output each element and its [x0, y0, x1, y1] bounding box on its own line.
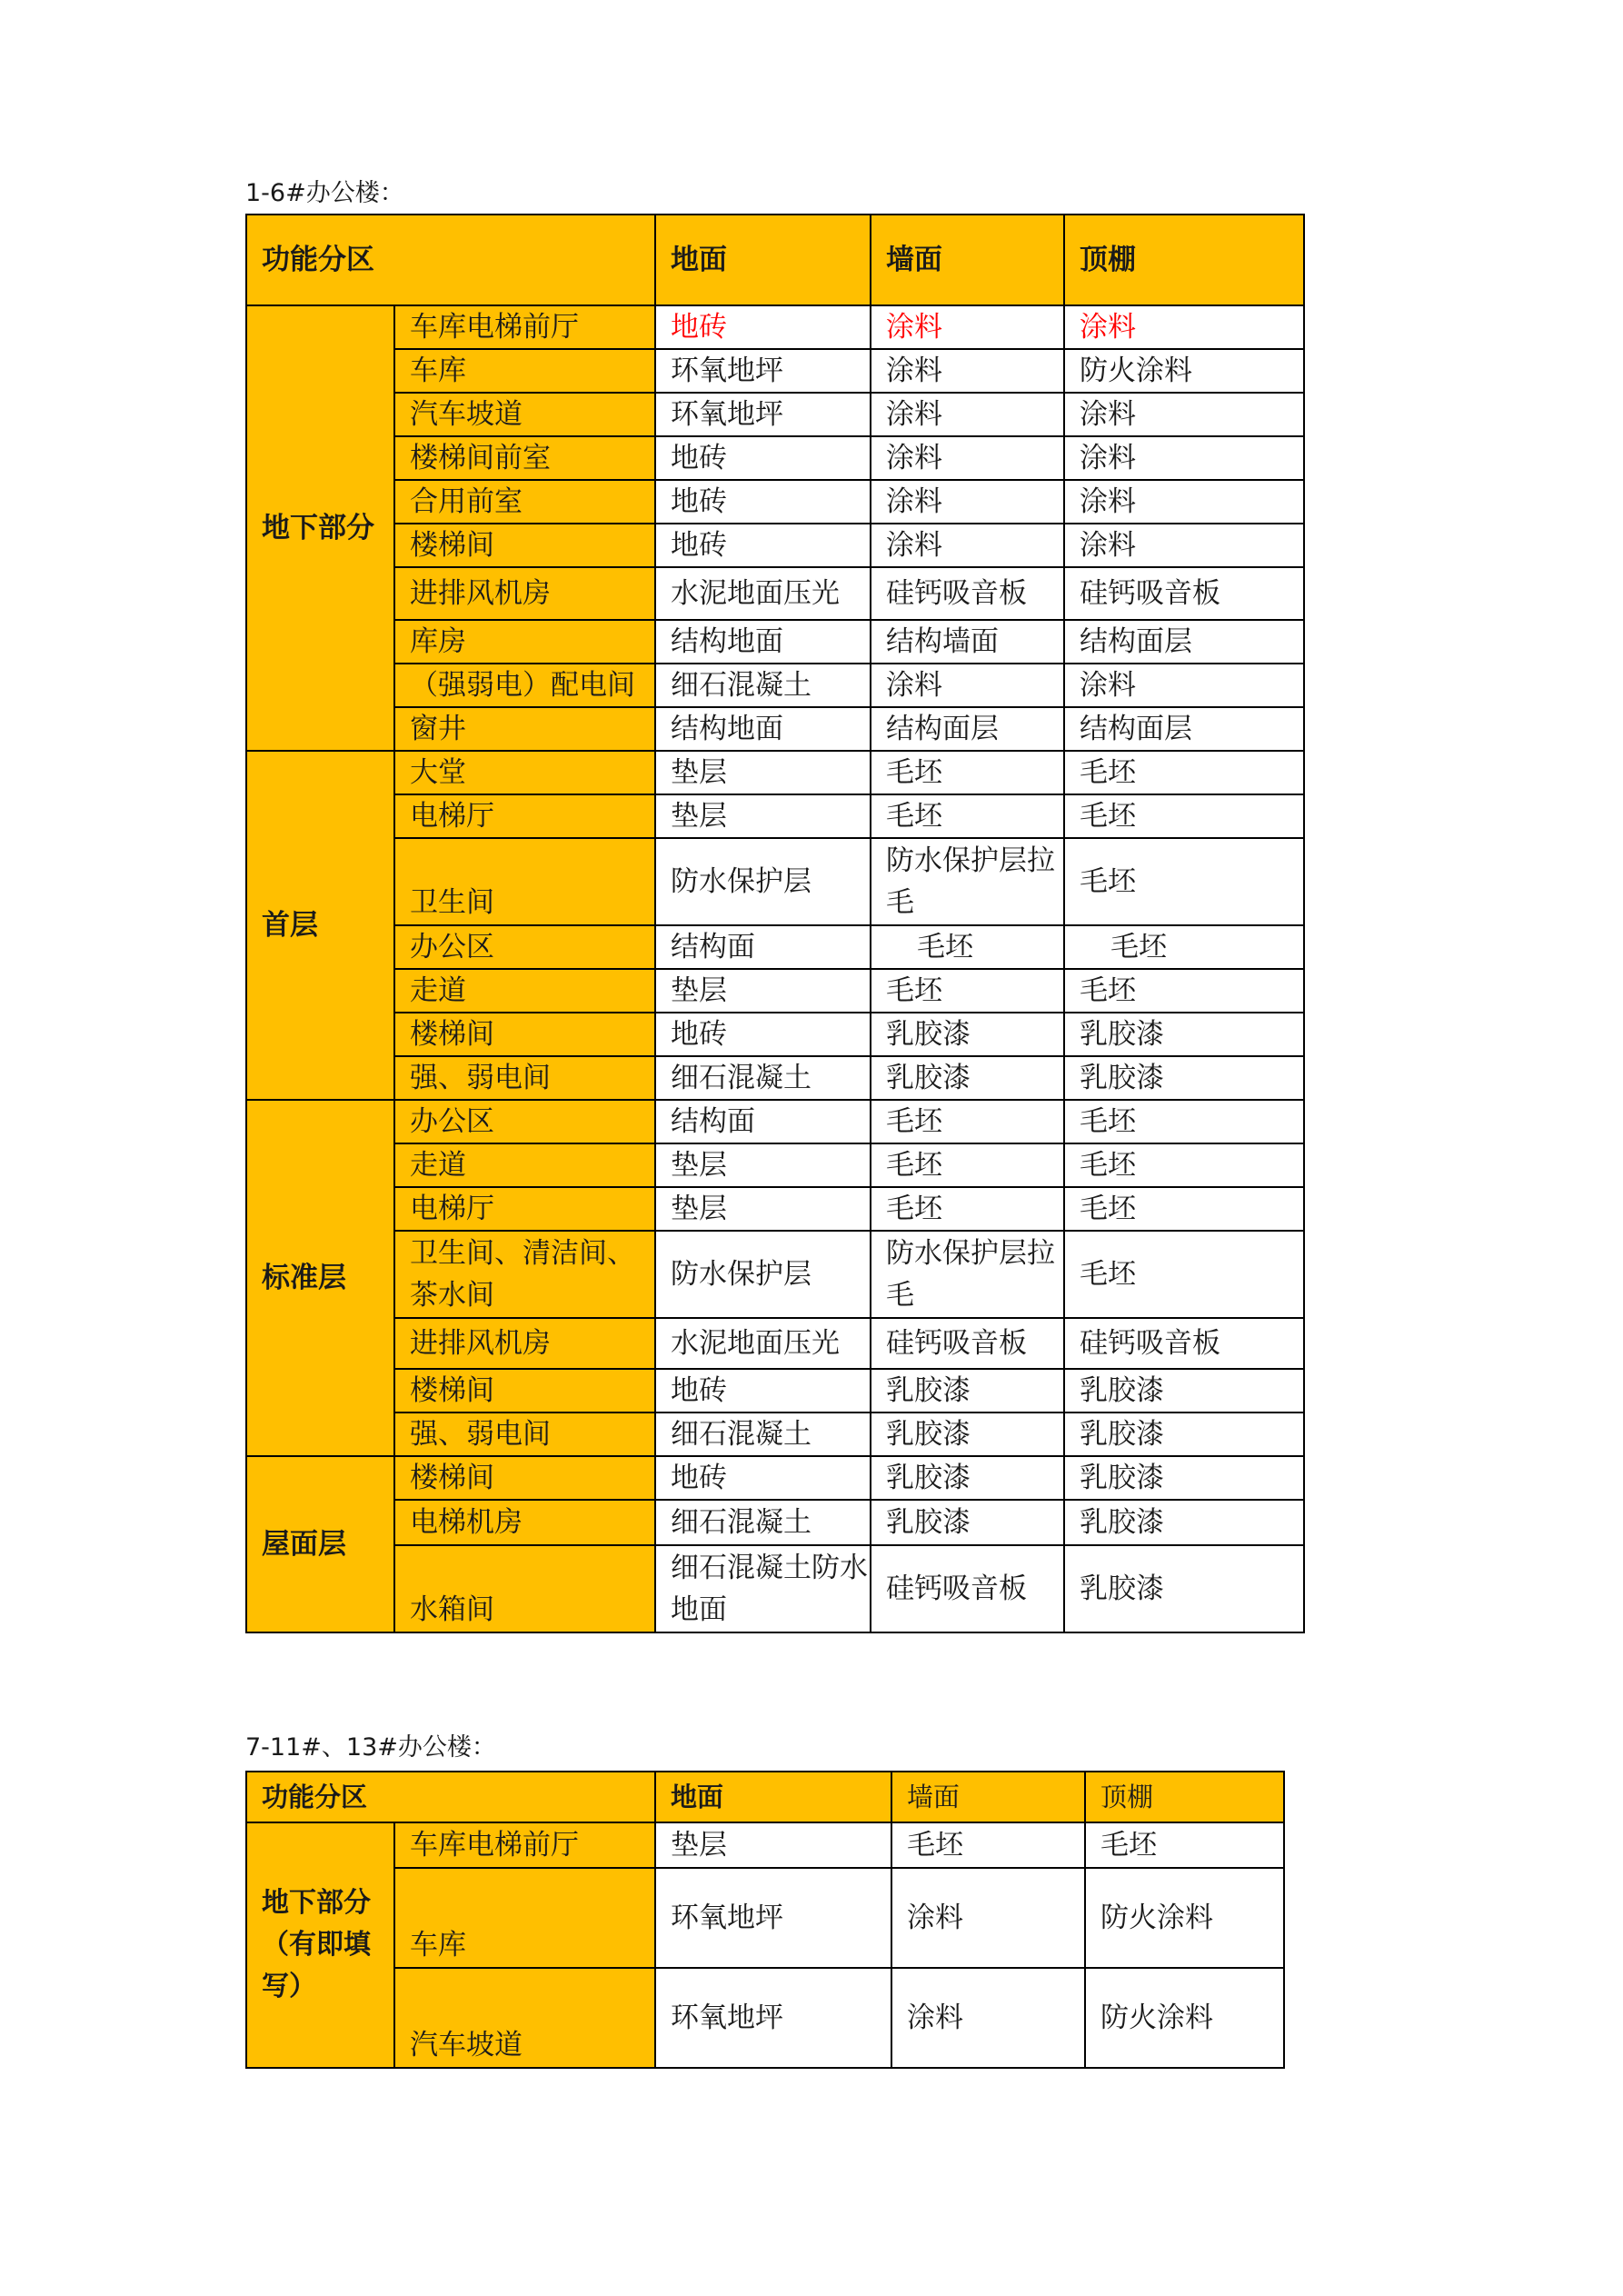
floor-cell: 防水保护层 — [655, 838, 871, 925]
zone-cell: 办公区 — [394, 1100, 655, 1143]
ceiling-cell: 涂料 — [1064, 305, 1304, 349]
section1-caption: 1-6#办公楼： — [245, 179, 404, 207]
floor-cell: 细石混凝土 — [655, 1056, 871, 1100]
header-floor: 地面 — [655, 215, 871, 305]
ceiling-cell: 乳胶漆 — [1064, 1456, 1304, 1500]
floor-cell: 地砖 — [655, 1369, 871, 1413]
ceiling-cell: 乳胶漆 — [1064, 1056, 1304, 1100]
header-wall: 墙面 — [891, 1772, 1085, 1822]
table-row — [246, 925, 1304, 969]
wall-cell: 涂料 — [871, 393, 1064, 436]
table-row — [246, 751, 1304, 794]
zone-cell: 楼梯间 — [394, 1013, 655, 1056]
zone-cell: 强、弱电间 — [394, 1056, 655, 1100]
wall-cell: 毛坯 — [871, 751, 1064, 794]
wall-cell: 涂料 — [871, 436, 1064, 480]
zone-cell: 电梯厅 — [394, 794, 655, 838]
ceiling-cell: 硅钙吸音板 — [1064, 1318, 1304, 1369]
floor-cell: 垫层 — [655, 751, 871, 794]
wall-cell: 涂料 — [871, 305, 1064, 349]
zone-cell: 进排风机房 — [394, 1318, 655, 1369]
floor-cell: 水泥地面压光 — [655, 1318, 871, 1369]
ceiling-cell: 毛坯 — [1064, 838, 1304, 925]
floor-cell: 环氧地坪 — [655, 1968, 891, 2068]
table-row — [246, 1100, 1304, 1143]
floor-cell: 细石混凝土防水地面 — [655, 1545, 871, 1632]
floor-cell: 地砖 — [655, 436, 871, 480]
zone-cell: 楼梯间 — [394, 1456, 655, 1500]
table-row — [246, 969, 1304, 1013]
zone-cell: 电梯机房 — [394, 1500, 655, 1545]
table-row — [246, 1413, 1304, 1456]
zone-cell: 车库 — [394, 349, 655, 393]
header-wall: 墙面 — [871, 215, 1064, 305]
ceiling-cell: 涂料 — [1064, 664, 1304, 707]
ceiling-cell: 涂料 — [1064, 524, 1304, 567]
zone-cell: 车库电梯前厅 — [394, 1822, 655, 1868]
table-row — [246, 1456, 1304, 1500]
floor-cell: 地砖 — [655, 1456, 871, 1500]
floor-cell: 水泥地面压光 — [655, 567, 871, 620]
table-row — [246, 838, 1304, 925]
table-row — [246, 707, 1304, 751]
zone-cell: 车库 — [394, 1868, 655, 1968]
wall-cell: 乳胶漆 — [871, 1056, 1064, 1100]
group-label: 首层 — [246, 751, 394, 1100]
floor-cell: 细石混凝土 — [655, 664, 871, 707]
table-row — [246, 1013, 1304, 1056]
wall-cell: 乳胶漆 — [871, 1369, 1064, 1413]
wall-cell: 乳胶漆 — [871, 1500, 1064, 1545]
ceiling-cell: 毛坯 — [1064, 751, 1304, 794]
wall-cell: 涂料 — [891, 1868, 1085, 1968]
ceiling-cell: 毛坯 — [1064, 1143, 1304, 1187]
wall-cell: 毛坯 — [871, 1187, 1064, 1231]
wall-cell: 防水保护层拉毛 — [871, 1231, 1064, 1318]
wall-cell: 毛坯 — [871, 794, 1064, 838]
ceiling-cell: 毛坯 — [1064, 1100, 1304, 1143]
wall-cell: 涂料 — [871, 664, 1064, 707]
zone-cell: 水箱间 — [394, 1545, 655, 1632]
header-ceiling: 顶棚 — [1064, 215, 1304, 305]
wall-cell: 结构面层 — [871, 707, 1064, 751]
wall-cell: 涂料 — [891, 1968, 1085, 2068]
table-row — [246, 794, 1304, 838]
ceiling-cell: 结构面层 — [1064, 707, 1304, 751]
wall-cell: 涂料 — [871, 480, 1064, 524]
group-label: 地下部分（有即填写） — [246, 1822, 394, 2068]
ceiling-cell: 防火涂料 — [1085, 1868, 1284, 1968]
table-row — [246, 1231, 1304, 1318]
ceiling-cell: 毛坯 — [1064, 925, 1304, 969]
wall-cell: 毛坯 — [871, 1100, 1064, 1143]
wall-cell: 毛坯 — [871, 925, 1064, 969]
table-row — [246, 1868, 1284, 1968]
floor-cell: 垫层 — [655, 1187, 871, 1231]
ceiling-cell: 乳胶漆 — [1064, 1369, 1304, 1413]
floor-cell: 地砖 — [655, 480, 871, 524]
ceiling-cell: 毛坯 — [1064, 969, 1304, 1013]
ceiling-cell: 毛坯 — [1064, 1231, 1304, 1318]
table-header-row — [246, 215, 1304, 305]
wall-cell: 涂料 — [871, 349, 1064, 393]
wall-cell: 毛坯 — [891, 1822, 1085, 1868]
ceiling-cell: 防火涂料 — [1085, 1968, 1284, 2068]
zone-cell: 卫生间、清洁间、茶水间 — [394, 1231, 655, 1318]
floor-cell: 环氧地坪 — [655, 393, 871, 436]
floor-cell: 垫层 — [655, 969, 871, 1013]
table-row — [246, 1187, 1304, 1231]
zone-cell: 楼梯间 — [394, 1369, 655, 1413]
table-row — [246, 567, 1304, 620]
header-zone: 功能分区 — [246, 1772, 655, 1822]
floor-cell: 环氧地坪 — [655, 1868, 891, 1968]
wall-cell: 毛坯 — [871, 1143, 1064, 1187]
wall-cell: 乳胶漆 — [871, 1456, 1064, 1500]
ceiling-cell: 防火涂料 — [1064, 349, 1304, 393]
zone-cell: 库房 — [394, 620, 655, 664]
wall-cell: 乳胶漆 — [871, 1413, 1064, 1456]
floor-cell: 垫层 — [655, 1143, 871, 1187]
wall-cell: 防水保护层拉毛 — [871, 838, 1064, 925]
table-row — [246, 1968, 1284, 2068]
zone-cell: 汽车坡道 — [394, 393, 655, 436]
zone-cell: 车库电梯前厅 — [394, 305, 655, 349]
wall-cell: 硅钙吸音板 — [871, 1318, 1064, 1369]
floor-cell: 环氧地坪 — [655, 349, 871, 393]
wall-cell: 硅钙吸音板 — [871, 1545, 1064, 1632]
header-zone: 功能分区 — [246, 215, 655, 305]
table-row — [246, 436, 1304, 480]
floor-cell: 结构地面 — [655, 620, 871, 664]
floor-cell: 结构地面 — [655, 707, 871, 751]
table-row — [246, 480, 1304, 524]
ceiling-cell: 涂料 — [1064, 393, 1304, 436]
table-row — [246, 305, 1304, 349]
zone-cell: 楼梯间前室 — [394, 436, 655, 480]
zone-cell: （强弱电）配电间 — [394, 664, 655, 707]
finish-table-7-13 — [245, 1771, 1285, 2069]
group-label: 屋面层 — [246, 1456, 394, 1632]
zone-cell: 强、弱电间 — [394, 1413, 655, 1456]
zone-cell: 窗井 — [394, 707, 655, 751]
wall-cell: 硅钙吸音板 — [871, 567, 1064, 620]
ceiling-cell: 乳胶漆 — [1064, 1500, 1304, 1545]
floor-cell: 垫层 — [655, 1822, 891, 1868]
ceiling-cell: 乳胶漆 — [1064, 1013, 1304, 1056]
section2-caption: 7-11#、13#办公楼： — [245, 1733, 496, 1762]
floor-cell: 防水保护层 — [655, 1231, 871, 1318]
table-row — [246, 1545, 1304, 1632]
floor-cell: 细石混凝土 — [655, 1413, 871, 1456]
floor-cell: 结构面 — [655, 1100, 871, 1143]
zone-cell: 电梯厅 — [394, 1187, 655, 1231]
ceiling-cell: 毛坯 — [1064, 794, 1304, 838]
ceiling-cell: 乳胶漆 — [1064, 1413, 1304, 1456]
table-row — [246, 1500, 1304, 1545]
ceiling-cell: 毛坯 — [1085, 1822, 1284, 1868]
zone-cell: 走道 — [394, 969, 655, 1013]
floor-cell: 地砖 — [655, 1013, 871, 1056]
floor-cell: 结构面 — [655, 925, 871, 969]
zone-cell: 进排风机房 — [394, 567, 655, 620]
table-row — [246, 1056, 1304, 1100]
table-row — [246, 1369, 1304, 1413]
zone-cell: 大堂 — [394, 751, 655, 794]
zone-cell: 卫生间 — [394, 838, 655, 925]
zone-cell: 办公区 — [394, 925, 655, 969]
ceiling-cell: 涂料 — [1064, 480, 1304, 524]
zone-cell: 汽车坡道 — [394, 1968, 655, 2068]
table-row — [246, 1822, 1284, 1868]
table-row — [246, 393, 1304, 436]
ceiling-cell: 毛坯 — [1064, 1187, 1304, 1231]
ceiling-cell: 涂料 — [1064, 436, 1304, 480]
wall-cell: 毛坯 — [871, 969, 1064, 1013]
floor-cell: 细石混凝土 — [655, 1500, 871, 1545]
zone-cell: 楼梯间 — [394, 524, 655, 567]
ceiling-cell: 结构面层 — [1064, 620, 1304, 664]
ceiling-cell: 硅钙吸音板 — [1064, 567, 1304, 620]
group-label: 地下部分 — [246, 305, 394, 751]
table-row — [246, 620, 1304, 664]
table-row — [246, 664, 1304, 707]
wall-cell: 乳胶漆 — [871, 1013, 1064, 1056]
finish-table-1-6 — [245, 214, 1305, 1633]
zone-cell: 合用前室 — [394, 480, 655, 524]
wall-cell: 结构墙面 — [871, 620, 1064, 664]
floor-cell: 垫层 — [655, 794, 871, 838]
header-floor: 地面 — [655, 1772, 891, 1822]
table-row — [246, 1318, 1304, 1369]
table-row — [246, 1143, 1304, 1187]
header-ceiling: 顶棚 — [1085, 1772, 1284, 1822]
group-label: 标准层 — [246, 1100, 394, 1456]
floor-cell: 地砖 — [655, 305, 871, 349]
table-header-row — [246, 1772, 1284, 1822]
zone-cell: 走道 — [394, 1143, 655, 1187]
table-row — [246, 349, 1304, 393]
wall-cell: 涂料 — [871, 524, 1064, 567]
ceiling-cell: 乳胶漆 — [1064, 1545, 1304, 1632]
table-row — [246, 524, 1304, 567]
floor-cell: 地砖 — [655, 524, 871, 567]
